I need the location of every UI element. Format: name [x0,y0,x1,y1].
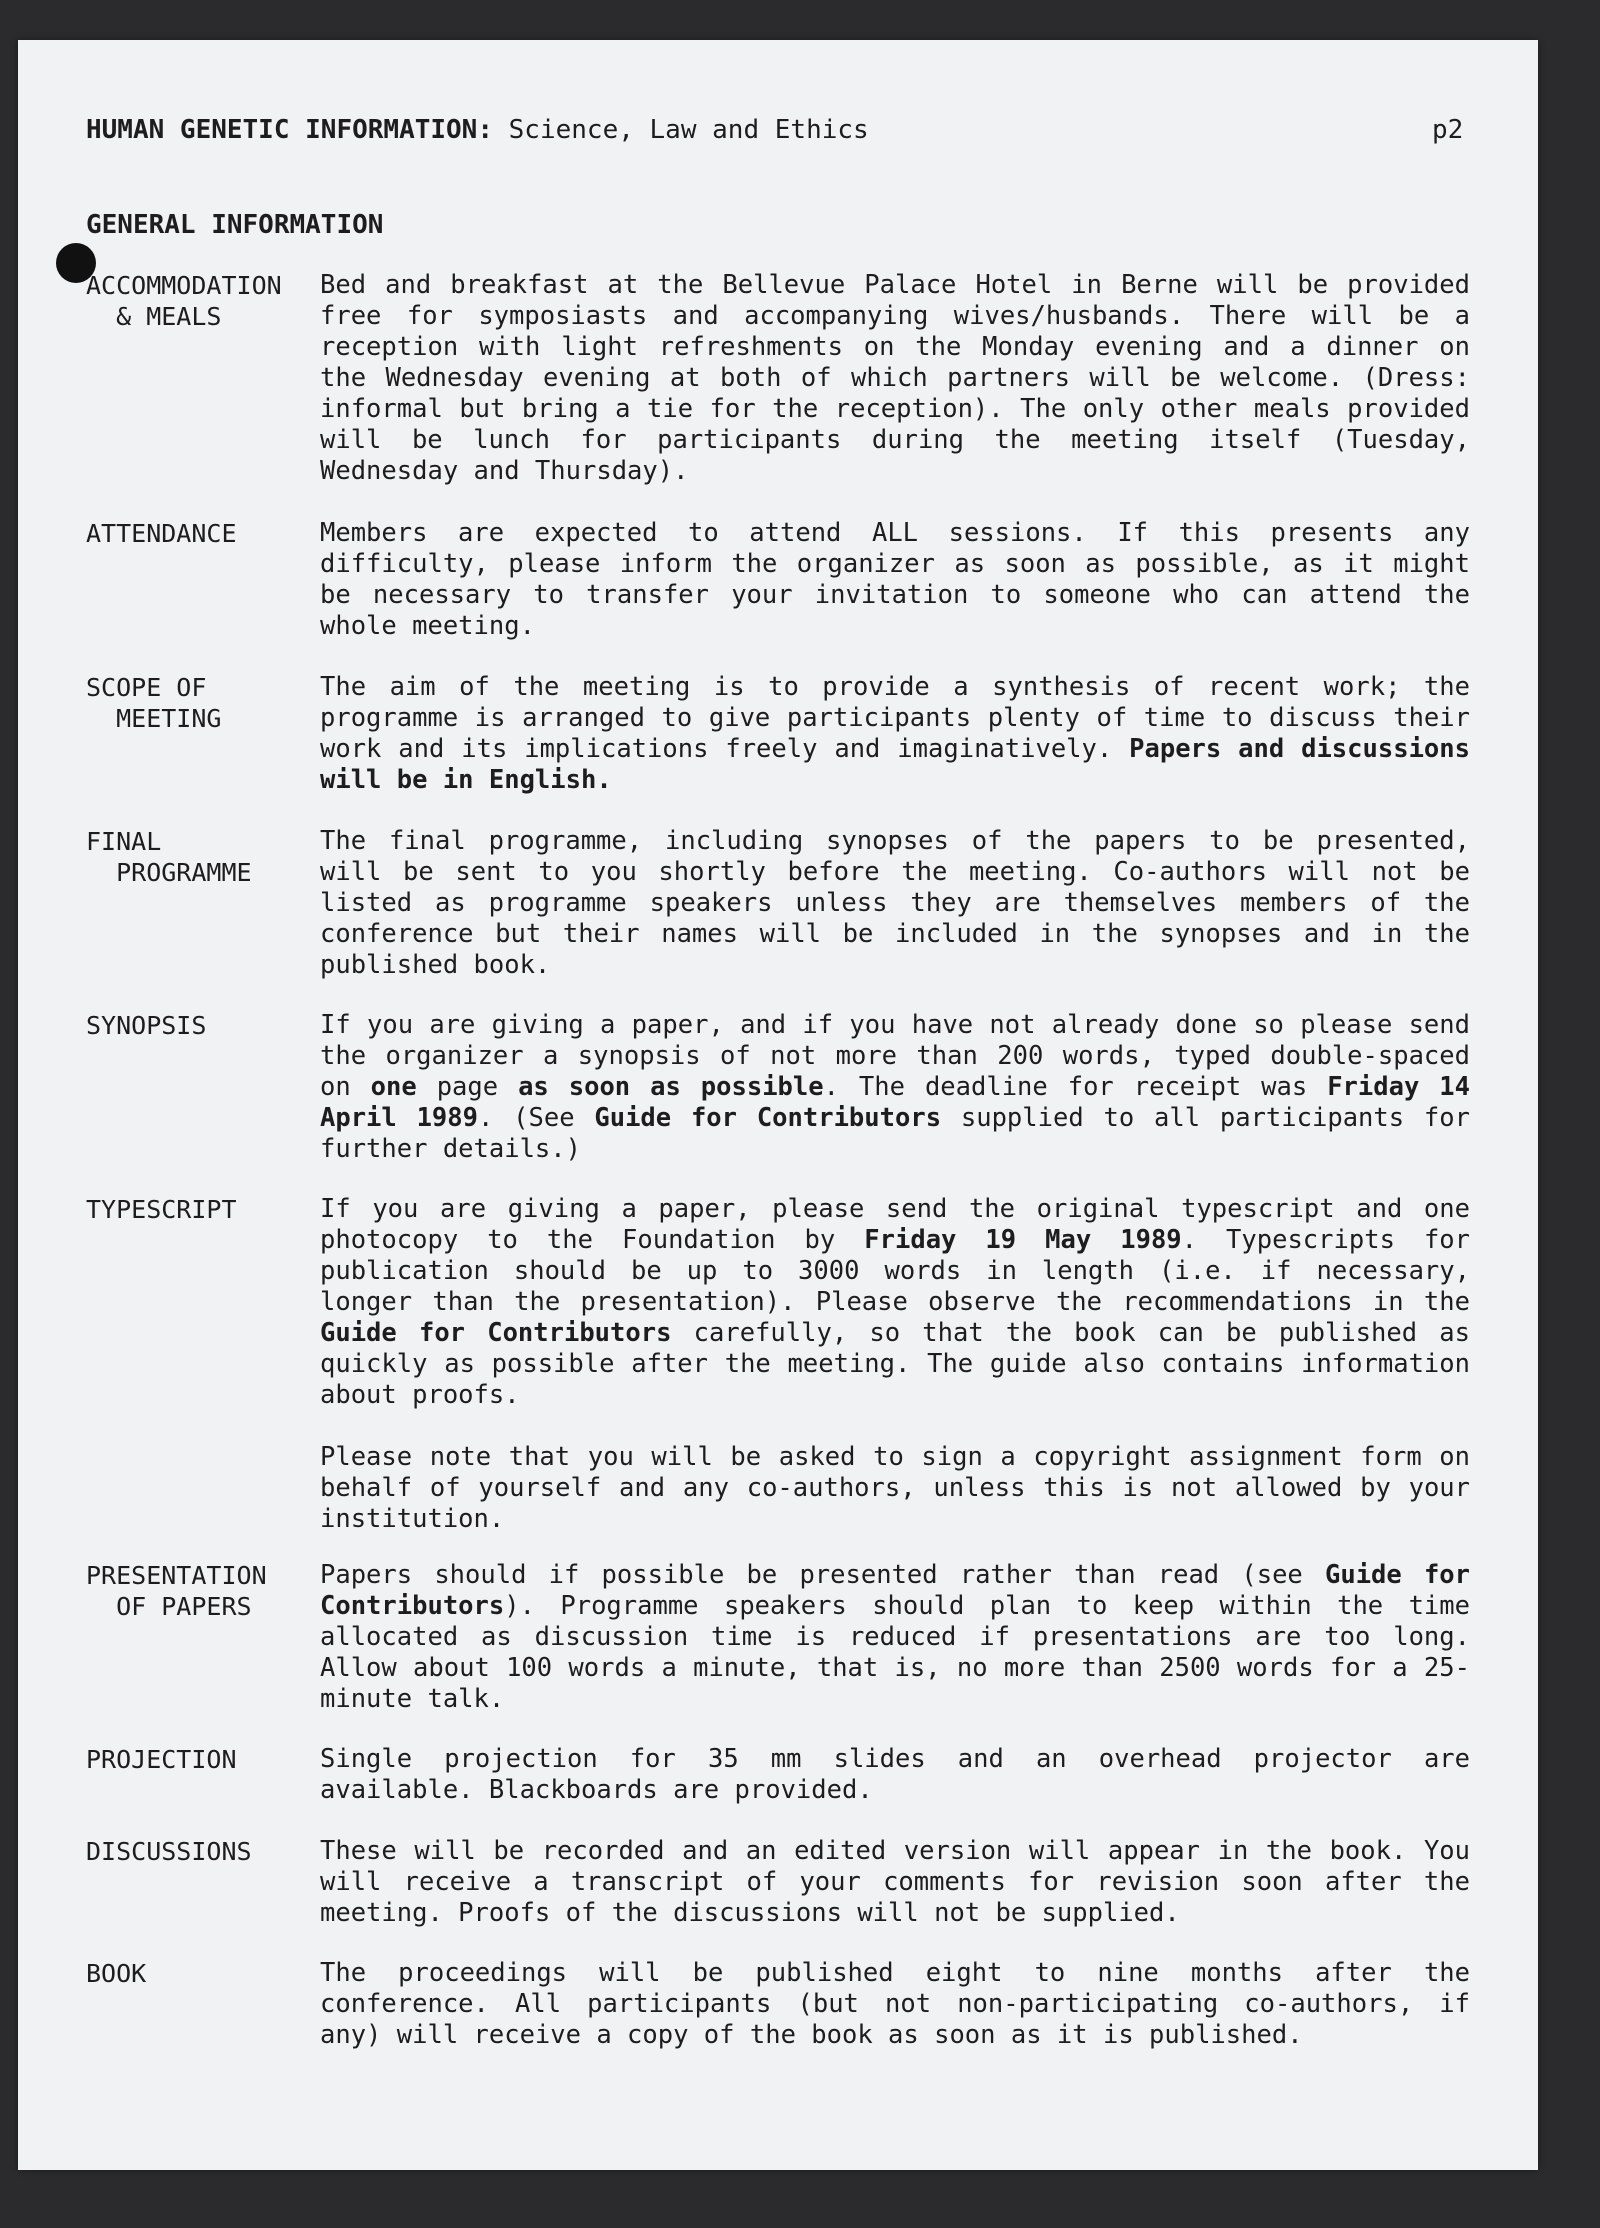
section-label: PROJECTION [86,1745,237,1774]
section-heading: GENERAL INFORMATION [86,210,384,240]
section-body: These will be recorded and an edited version will appear in the book. You will receive a transcript of your comments for revision soon after the meeting. Proofs of the discussions will not be supplied. [320,1836,1470,1928]
section-body: Members are expected to attend ALL sessions. If this presents any difficulty, please inform the organizer as soon as possible, as it might be necessary to transfer your invitation to someone who can attend the whole meeting. [320,518,1470,641]
section-body: The proceedings will be published eight to nine months after the conference. All participants (but not non-participating co-authors, if any) will receive a copy of the book as soon as it is published. [320,1958,1470,2050]
section-label: PRESENTATION OF PAPERS [86,1561,267,1621]
section-body: The aim of the meeting is to provide a synthesis of recent work; the programme is arranged to give participants plenty of time to discuss their work and its implications freely and imaginatively. Papers and discussions will be in English. [320,672,1470,795]
document-title: HUMAN GENETIC INFORMATION: Science, Law and Ethics [86,115,869,145]
section-body: If you are giving a paper, and if you have not already done so please send the organizer a synopsis of not more than 200 words, typed double-spaced on one page as soon as possible. The deadline for receipt was Friday 14 April 1989. (See Guide for Contributors supplied to all participants for further details.) [320,1010,1470,1164]
section-label: SCOPE OF MEETING [86,673,222,733]
section-label: SYNOPSIS [86,1011,207,1040]
page-number: p2 [1432,115,1464,145]
section-body: Single projection for 35 mm slides and an overhead projector are available. Blackboards are provided. [320,1744,1470,1805]
section-label: BOOK [86,1959,147,1988]
section-label: ACCOMMODATION & MEALS [86,271,282,331]
section-body: The final programme, including synopses of the papers to be presented, will be sent to you shortly before the meeting. Co-authors will not be listed as programme speakers unless they are themselves members of the conference but their names will be included in the synopses and in the published book. [320,826,1470,980]
section-body: Papers should if possible be presented rather than read (see Guide for Contributors). Programme speakers should plan to keep within the time allocated as discussion time is reduced if presentations are too long. Allow about 100 words a minute, that is, no more than 2500 words for a 25-minute talk. [320,1560,1471,1714]
section-label: FINAL PROGRAMME [86,827,252,887]
section-label: ATTENDANCE [86,519,237,548]
section-label: TYPESCRIPT [86,1195,237,1224]
section-body: If you are giving a paper, please send the original typescript and one photocopy to the Foundation by Friday 19 May 1989. Typescripts for publication should be up to 3000 words in length (i.e. if necessary, longer than the presentation). Please observe the recommendations in the Guide for Contributors carefully, so that the book can be published as quickly as possible after the meeting. The guide also contains information about proofs. Please note that you will be asked to sign a copyright assignment form on behalf of yourself and any co-authors, unless this is not allowed by your institution. [320,1194,1471,1534]
section-label: DISCUSSIONS [86,1837,252,1866]
section-body: Bed and breakfast at the Bellevue Palace Hotel in Berne will be provided free for symposiasts and accompanying wives/husbands. There will be a reception with light refreshments on the Monday evening and a dinner on the Wednesday evening at both of which partners will be welcome. (Dress: informal but bring a tie for the reception). The only other meals provided will be lunch for participants during the meeting itself (Tuesday, Wednesday and Thursday). [320,270,1470,486]
